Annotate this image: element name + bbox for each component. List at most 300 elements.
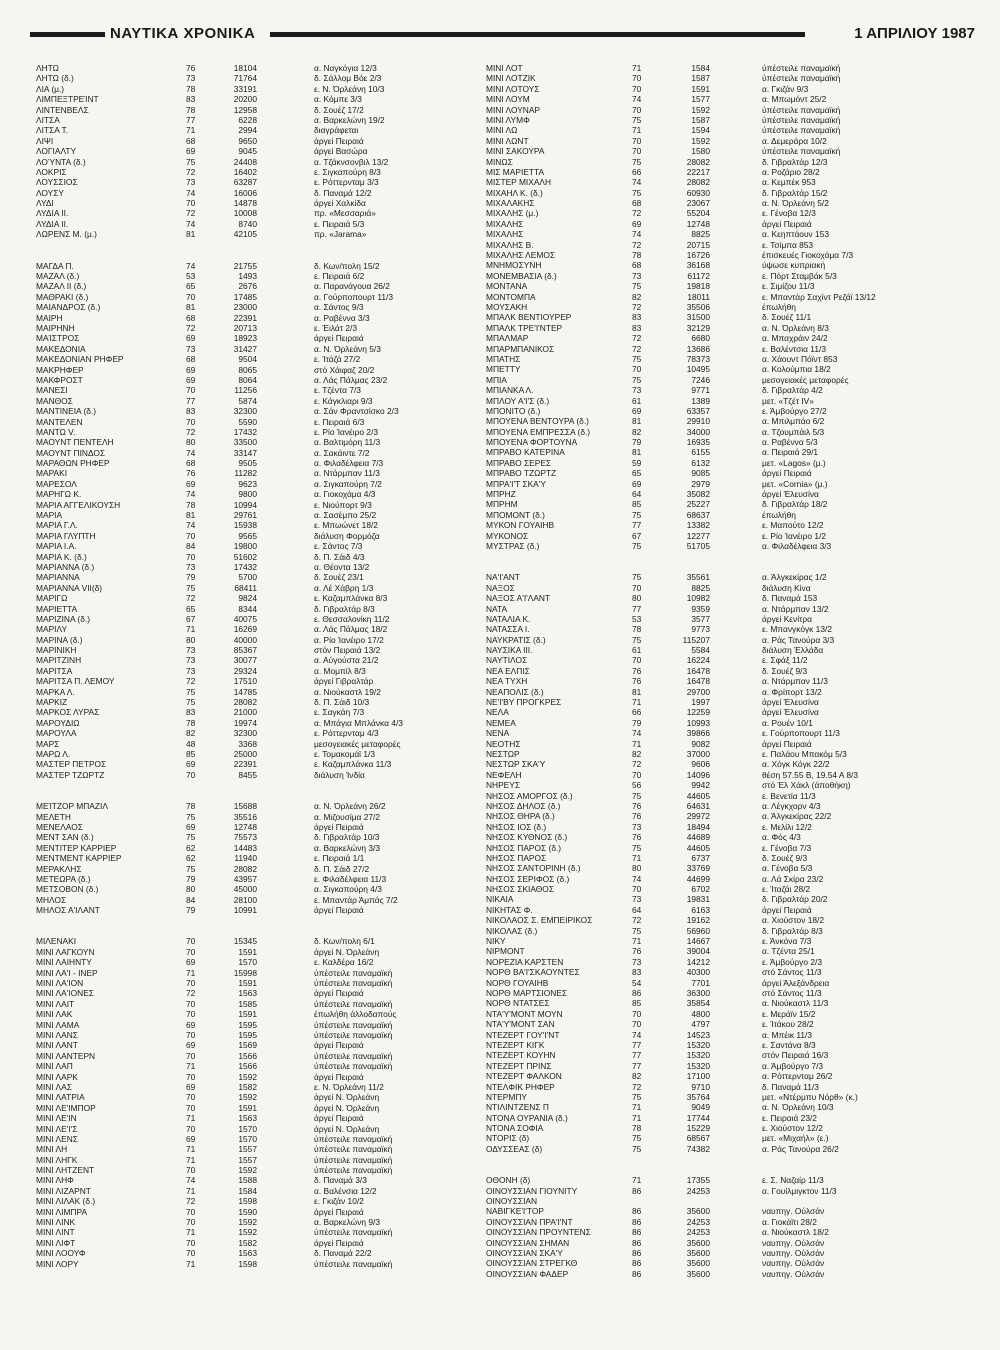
ship-status: άργεί Πειραιά bbox=[314, 1206, 364, 1217]
tonnage: 44605 bbox=[686, 790, 710, 801]
listing-block bbox=[486, 1175, 966, 1279]
ship-status: πρ. «Μεσσαριά» bbox=[314, 208, 376, 219]
ship-row bbox=[486, 281, 966, 291]
ship-row bbox=[486, 770, 966, 780]
ship-name: ΜΙΝΙ ΛΙΖΑΡΝΤ bbox=[36, 1185, 91, 1196]
ship-name: ΝΑΥΤΙΛΟΣ bbox=[486, 655, 528, 666]
build-year: 68 bbox=[186, 458, 196, 469]
ship-row bbox=[36, 437, 456, 447]
build-year: 71 bbox=[186, 125, 196, 136]
ship-name: ΝΗΣΟΣ ΣΚΙΑΘΟΣ bbox=[486, 884, 554, 895]
build-year: 85 bbox=[632, 998, 642, 1009]
build-year: 74 bbox=[632, 1029, 642, 1040]
build-year: 75 bbox=[632, 187, 642, 198]
build-year: 75 bbox=[632, 634, 642, 645]
ship-status: δ. Σουέζ 9/3 bbox=[762, 852, 808, 863]
build-year: 73 bbox=[186, 73, 196, 84]
ship-row bbox=[36, 635, 456, 645]
build-year: 76 bbox=[186, 63, 196, 73]
build-year: 70 bbox=[632, 146, 642, 157]
ship-status: α. Σιγκαπούρη 7/2 bbox=[314, 478, 382, 489]
tonnage: 9650 bbox=[238, 135, 257, 146]
ship-status: α. Μπέικ 11/3 bbox=[762, 1029, 813, 1040]
ship-row bbox=[486, 1258, 966, 1268]
ship-status: ναυπηγ. Ούλσάν bbox=[762, 1247, 825, 1258]
ship-name: ΜΠΟΥΕΝΑ ΦΟΡΤΟΥΝΑ bbox=[486, 437, 578, 448]
tonnage: 6163 bbox=[691, 904, 710, 915]
ship-status: δ. Γιβραλτάρ 12/3 bbox=[762, 156, 828, 167]
build-year: 71 bbox=[632, 697, 642, 708]
ship-name: ΛΙΨΙ bbox=[36, 135, 54, 146]
ship-row bbox=[486, 437, 966, 447]
ship-row bbox=[486, 655, 966, 665]
build-year: 70 bbox=[186, 551, 196, 562]
build-year: 80 bbox=[632, 593, 642, 604]
ship-name: ΝΕΣΤΩΡ ΣΚΑ'Υ bbox=[486, 759, 546, 770]
build-year: 77 bbox=[632, 1050, 642, 1061]
ship-status: α. Σάντος 9/3 bbox=[314, 302, 364, 313]
tonnage: 6680 bbox=[691, 333, 710, 344]
tonnage: 6702 bbox=[691, 884, 710, 895]
build-year: 74 bbox=[186, 260, 196, 271]
ship-status: ε. Σαγκάη 7/3 bbox=[314, 707, 365, 718]
tonnage: 28082 bbox=[233, 863, 257, 874]
ship-name: ΝΗΣΟΣ ΙΟΣ (δ.) bbox=[486, 821, 547, 832]
build-year: 84 bbox=[186, 541, 196, 552]
ship-name: ΜΙΝΙ ΛΑ'ΙΟΝ bbox=[36, 978, 84, 989]
ship-name: ΜΑΡΙΑ Κ. (δ.) bbox=[36, 551, 87, 562]
ship-status: α. Νιούκαστλ 18/2 bbox=[762, 1227, 829, 1238]
tonnage: 31427 bbox=[233, 343, 257, 354]
ship-row bbox=[36, 520, 456, 530]
tonnage: 13382 bbox=[686, 520, 710, 531]
ship-status: α. Βαλτιμόρη 11/3 bbox=[314, 437, 381, 448]
ship-row bbox=[486, 105, 966, 115]
ship-row bbox=[36, 146, 456, 156]
build-year: 53 bbox=[632, 613, 642, 624]
ship-name: ΜΙΝΙ ΛΑΝΣ bbox=[36, 1029, 78, 1040]
tonnage: 20200 bbox=[233, 94, 257, 105]
listing-block bbox=[486, 63, 966, 551]
build-year: 71 bbox=[186, 1258, 196, 1269]
build-year: 79 bbox=[186, 873, 196, 884]
ship-row bbox=[36, 655, 456, 665]
ship-status: ε. Πόρτ Σταμβάκ 5/3 bbox=[762, 270, 837, 281]
ship-status: α. Κόμπε 3/3 bbox=[314, 94, 362, 105]
ship-name: ΛΟΚΡΙΣ bbox=[36, 166, 67, 177]
ship-status: δ. Π. Σάιδ 4/3 bbox=[314, 551, 365, 562]
build-year: 72 bbox=[186, 166, 196, 177]
build-year: 86 bbox=[632, 1216, 642, 1227]
ship-row bbox=[36, 1207, 456, 1217]
listing-column-left bbox=[36, 63, 456, 1269]
ship-name: ΜΙΝΙ ΛΙΛΑΚ (δ.) bbox=[36, 1196, 96, 1207]
ship-name: ΜΑΡΕΣΟΛ bbox=[36, 478, 77, 489]
ship-status: α. Φός 4/3 bbox=[762, 832, 801, 843]
ship-name: ΝΕΜΕΑ bbox=[486, 717, 516, 728]
tonnage: 16269 bbox=[233, 624, 257, 635]
ship-row bbox=[486, 728, 966, 738]
build-year: 70 bbox=[186, 1165, 196, 1176]
build-year: 74 bbox=[186, 1175, 196, 1186]
ship-status: άργεί Ν. Όρλεάνη bbox=[314, 1123, 380, 1134]
ship-name: ΟΙΝΟΥΣΣΙΑΝ ΣΤΡΕΓΚΘ bbox=[486, 1258, 578, 1269]
ship-status: α. Άμβούργο 7/3 bbox=[762, 1060, 824, 1071]
ship-row bbox=[486, 967, 966, 977]
ship-row bbox=[486, 84, 966, 94]
ship-status: δ. Π. Σάιδ 27/2 bbox=[314, 863, 370, 874]
build-year: 74 bbox=[186, 187, 196, 198]
ship-status: α. Τζέντα 25/1 bbox=[762, 946, 815, 957]
ship-name: ΜΑΙΡΗ bbox=[36, 312, 63, 323]
ship-row bbox=[486, 1133, 966, 1143]
ship-row bbox=[486, 1071, 966, 1081]
ship-status: ε. Καζαμπλάνκα 11/3 bbox=[314, 759, 392, 770]
tonnage: 17100 bbox=[686, 1071, 710, 1082]
build-year: 81 bbox=[186, 510, 196, 521]
ship-name: ΜΑΡΙΤΣΑ bbox=[36, 665, 73, 676]
build-year: 69 bbox=[632, 405, 642, 416]
build-year: 72 bbox=[632, 759, 642, 770]
ship-status: α. Λά Σκίρα 23/2 bbox=[762, 873, 824, 884]
ship-name: ΜΙΝΙ ΛΥΜΦ bbox=[486, 114, 530, 125]
ship-status: ύπέστειλε παναμαϊκή bbox=[314, 1061, 393, 1072]
ship-status: άργεί Γιβραλτάρ bbox=[314, 676, 374, 687]
build-year: 68 bbox=[186, 312, 196, 323]
ship-name: ΜΠΑΡΜΠΑΝΙΚΟΣ bbox=[486, 343, 555, 354]
ship-name: ΝΟΡΘ ΜΑΡΤΣΙΟΝΕΣ bbox=[486, 987, 568, 998]
ship-row bbox=[486, 822, 966, 832]
ship-status: α. Βαρκελώνη 3/3 bbox=[314, 842, 381, 853]
build-year: 71 bbox=[186, 1061, 196, 1072]
ship-status: άργεί Πειραιά bbox=[762, 218, 812, 229]
ship-row bbox=[486, 260, 966, 270]
ship-row bbox=[36, 1186, 456, 1196]
ship-status: ναυπηγ. Ούλσάν bbox=[762, 1268, 825, 1279]
ship-row bbox=[36, 489, 456, 499]
build-year: 75 bbox=[632, 353, 642, 364]
tonnage: 17432 bbox=[233, 426, 257, 437]
tonnage: 17744 bbox=[686, 1112, 710, 1123]
ship-row bbox=[36, 978, 456, 988]
build-year: 76 bbox=[632, 676, 642, 687]
ship-row bbox=[36, 749, 456, 759]
build-year: 70 bbox=[186, 530, 196, 541]
ship-status: ε. Άνκόνα 7/3 bbox=[762, 936, 812, 947]
tonnage: 8740 bbox=[238, 218, 257, 229]
ship-status: άργεί Πειραιά bbox=[762, 468, 812, 479]
tonnage: 63357 bbox=[686, 405, 710, 416]
ship-row bbox=[486, 344, 966, 354]
ship-status: άργεί Έλευσίνα bbox=[762, 489, 819, 500]
ship-status: άργεί Πειραιά bbox=[762, 738, 812, 749]
ship-name: ΜΑΡΑΚΙ bbox=[36, 468, 68, 479]
ship-row bbox=[486, 1248, 966, 1258]
build-year: 75 bbox=[186, 811, 196, 822]
ship-name: ΜΑΡΚΙΖ bbox=[36, 697, 68, 708]
tonnage: 11256 bbox=[234, 385, 257, 396]
build-year: 59 bbox=[632, 457, 642, 468]
tonnage: 1577 bbox=[691, 94, 710, 105]
tonnage: 9085 bbox=[691, 468, 710, 479]
tonnage: 1557 bbox=[238, 1154, 257, 1165]
build-year: 72 bbox=[186, 988, 196, 999]
ship-name: ΝΗΣΟΣ ΘΗΡΑ (δ.) bbox=[486, 811, 555, 822]
ship-row bbox=[486, 1102, 966, 1112]
tonnage: 32129 bbox=[686, 322, 710, 333]
build-year: 67 bbox=[186, 613, 196, 624]
tonnage: 21000 bbox=[233, 707, 257, 718]
build-year: 81 bbox=[632, 416, 642, 427]
build-year: 48 bbox=[186, 738, 196, 749]
tonnage: 63287 bbox=[233, 177, 257, 188]
ship-status: α. Σιγκαπούρη 4/3 bbox=[314, 884, 382, 895]
ship-row bbox=[486, 447, 966, 457]
tonnage: 6132 bbox=[691, 457, 710, 468]
tonnage: 9045 bbox=[238, 146, 257, 157]
ship-name: ΝΑΤΑΣΣΑ Ι. bbox=[486, 624, 530, 635]
ship-row bbox=[486, 1144, 966, 1154]
ship-row bbox=[486, 946, 966, 956]
build-year: 70 bbox=[632, 884, 642, 895]
ship-status: α. Ν. Όρλεάνη 10/3 bbox=[762, 1102, 834, 1113]
ship-status: α. Ραβέννα 3/3 bbox=[314, 312, 370, 323]
ship-name: ΜΟΝΤΑΝΑ bbox=[486, 281, 528, 292]
ship-name: ΜΙΝΙ ΛΕ'ΙΜΠΟΡ bbox=[36, 1102, 96, 1113]
ship-status: α. Ραβέννα 5/3 bbox=[762, 437, 818, 448]
ship-status: ε. Μεράϊν 15/2 bbox=[762, 1008, 816, 1019]
build-year: 75 bbox=[632, 281, 642, 292]
ship-status: άργεί Ν. Όρλεάνη bbox=[314, 1102, 380, 1113]
ship-status: δ. Παναμά 153 bbox=[762, 593, 818, 604]
build-year: 76 bbox=[632, 665, 642, 676]
build-year: 82 bbox=[632, 426, 642, 437]
ship-row bbox=[36, 1217, 456, 1227]
ship-row bbox=[36, 396, 456, 406]
ship-status: ε. Χιούστον 12/2 bbox=[762, 1123, 823, 1134]
ship-row bbox=[36, 697, 456, 707]
tonnage: 1591 bbox=[238, 1102, 257, 1113]
ship-name: ΝΗΡΕΥΣ bbox=[486, 780, 521, 791]
ship-row bbox=[486, 531, 966, 541]
ship-status: δ. Σουέζ 9/3 bbox=[762, 665, 808, 676]
ship-row bbox=[486, 604, 966, 614]
ship-row bbox=[486, 364, 966, 374]
tonnage: 28082 bbox=[686, 156, 710, 167]
ship-status: α. Γιοκοχάμα 4/3 bbox=[314, 489, 376, 500]
tonnage: 28082 bbox=[686, 177, 710, 188]
tonnage: 115207 bbox=[682, 634, 710, 645]
tonnage: 1590 bbox=[238, 1206, 257, 1217]
ship-row bbox=[486, 697, 966, 707]
ship-status: α. Ν. Όρλεάνη 5/2 bbox=[762, 198, 829, 209]
ship-status: μετ. «Ντέρμπυ Νόρθ» (κ.) bbox=[762, 1091, 858, 1102]
build-year: 86 bbox=[632, 987, 642, 998]
ship-row bbox=[486, 1175, 966, 1185]
ship-name: ΛΥΔΙΑ ΙΙ. bbox=[36, 218, 69, 229]
build-year: 70 bbox=[632, 135, 642, 146]
ship-row bbox=[486, 811, 966, 821]
ship-status: δ. Σουέζ 11/1 bbox=[762, 312, 812, 323]
ship-name: ΜΕΊΤΖΟΡ ΜΠΑΖΙΛ bbox=[36, 801, 108, 812]
ship-name: ΛΗΤΩ bbox=[36, 63, 59, 73]
tonnage: 4800 bbox=[691, 1008, 710, 1019]
ship-status: α. Άλγκεκίρας 1/2 bbox=[762, 572, 827, 583]
build-year: 68 bbox=[186, 135, 196, 146]
tonnage: 1592 bbox=[238, 1227, 257, 1238]
ship-row bbox=[36, 1227, 456, 1237]
ship-status: δ. Γιβραλτάρ 8/3 bbox=[762, 925, 823, 936]
build-year: 86 bbox=[632, 1206, 642, 1217]
ship-status: α. Γούρποπουρτ 11/3 bbox=[314, 291, 394, 302]
tonnage: 5874 bbox=[238, 395, 257, 406]
ship-name: ΜΙΝΙ ΛΗΦ bbox=[36, 1175, 74, 1186]
build-year: 75 bbox=[632, 842, 642, 853]
ship-row bbox=[486, 1040, 966, 1050]
publication-title: ΝΑΥΤΙΚΑ ΧΡΟΝΙΚΑ bbox=[110, 25, 256, 42]
build-year: 65 bbox=[186, 603, 196, 614]
tonnage: 8455 bbox=[238, 769, 257, 780]
ship-name: ΝΙΚΥ bbox=[486, 936, 506, 947]
ship-row bbox=[486, 791, 966, 801]
tonnage: 51705 bbox=[686, 540, 710, 551]
ship-status: α. Νιούκαστλ 19/2 bbox=[314, 686, 381, 697]
ship-name: ΝΙΚΟΛΑΣ (δ.) bbox=[486, 925, 538, 936]
tonnage: 1587 bbox=[691, 114, 710, 125]
ship-status: ε. Τομακομάϊ 1/3 bbox=[314, 749, 375, 759]
ship-name: ΜΕΝΤ ΣΑΝ (δ.) bbox=[36, 832, 94, 843]
build-year: 53 bbox=[186, 271, 196, 282]
ship-row bbox=[36, 427, 456, 437]
tonnage: 15320 bbox=[686, 1050, 710, 1061]
ship-row bbox=[486, 1196, 966, 1206]
ship-row bbox=[36, 1113, 456, 1123]
ship-name: ΜΥΣΤΡΑΣ (δ.) bbox=[486, 540, 540, 551]
header-rule-left bbox=[30, 32, 105, 37]
ship-name: ΜΙΝΙ ΛΑΚ bbox=[36, 1009, 73, 1020]
tonnage: 8065 bbox=[238, 364, 257, 375]
ship-row bbox=[486, 759, 966, 769]
build-year: 79 bbox=[186, 572, 196, 583]
ship-name: ΜΙΝΙ ΣΑΚΟΥΡΑ bbox=[486, 146, 545, 157]
ship-status: στόν Πειραιά 16/3 bbox=[762, 1050, 829, 1061]
ship-status: δ. Γιβραλτάρ 10/3 bbox=[314, 832, 380, 843]
build-year: 70 bbox=[186, 416, 196, 427]
tonnage: 6228 bbox=[238, 114, 257, 125]
build-year: 69 bbox=[186, 364, 196, 375]
ship-row bbox=[36, 666, 456, 676]
ship-status: πρ. «Jarama» bbox=[314, 229, 367, 240]
ship-status: ε. Μπανγκόγκ 13/2 bbox=[762, 624, 832, 635]
build-year: 71 bbox=[186, 624, 196, 635]
ship-name: ΝΤΕΖΕΡΤ ΠΡΙΝΣ bbox=[486, 1060, 552, 1071]
build-year: 62 bbox=[186, 853, 196, 864]
ship-row bbox=[36, 1092, 456, 1102]
build-year: 72 bbox=[632, 301, 642, 312]
ship-row bbox=[486, 427, 966, 437]
ship-row bbox=[486, 240, 966, 250]
build-year: 73 bbox=[632, 821, 642, 832]
build-year: 73 bbox=[186, 645, 196, 656]
ship-row bbox=[36, 604, 456, 614]
tonnage: 14212 bbox=[686, 956, 710, 967]
build-year: 84 bbox=[186, 894, 196, 905]
build-year: 70 bbox=[186, 1092, 196, 1103]
ship-row bbox=[486, 1217, 966, 1227]
build-year: 83 bbox=[632, 322, 642, 333]
ship-name: ΜΙΝΙ ΛΩΝΤ bbox=[486, 135, 529, 146]
build-year: 71 bbox=[186, 1185, 196, 1196]
build-year: 75 bbox=[632, 156, 642, 167]
ship-name: ΜΑΡΙΤΣΑ Π. ΛΕΜΟΥ bbox=[36, 676, 115, 687]
ship-name: ΟΘΟΝΗ (δ) bbox=[486, 1175, 531, 1186]
ship-status: α. Τζουμπάιλ 5/3 bbox=[762, 426, 825, 437]
tonnage: 33147 bbox=[233, 447, 257, 458]
tonnage: 33500 bbox=[233, 437, 257, 448]
build-year: 75 bbox=[632, 572, 642, 583]
tonnage: 9359 bbox=[691, 603, 710, 614]
ship-name: ΜΠΡΑΒΟ ΣΕΡΕΣ bbox=[486, 457, 552, 468]
ship-row bbox=[486, 707, 966, 717]
build-year: 79 bbox=[632, 717, 642, 728]
tonnage: 10982 bbox=[686, 593, 710, 604]
ship-name: ΜΕΤΣΟΒΟΝ (δ.) bbox=[36, 884, 99, 895]
ship-status: διαγράφεται bbox=[314, 125, 359, 136]
build-year: 70 bbox=[632, 582, 642, 593]
ship-name: ΜΙΛΕΝΑΚΙ bbox=[36, 936, 77, 947]
ship-row bbox=[486, 624, 966, 634]
ship-name: ΜΙΧΑΛΗΣ ΛΕΜΟΣ bbox=[486, 250, 556, 261]
ship-name: ΝΕ'Ι'ΒΥ ΠΡΟΓΚΡΕΣ bbox=[486, 697, 562, 708]
ship-status: ε. Μπαντάρ Σαχίντ Ρεζάϊ 13/12 bbox=[762, 291, 876, 302]
build-year: 70 bbox=[186, 1050, 196, 1061]
build-year: 86 bbox=[632, 1185, 642, 1196]
ship-name: ΝΙΚΑΙΑ bbox=[486, 894, 514, 905]
tonnage: 2979 bbox=[691, 478, 710, 489]
ship-row bbox=[36, 323, 456, 333]
build-year: 83 bbox=[186, 406, 196, 417]
ship-row bbox=[36, 406, 456, 416]
tonnage: 1598 bbox=[238, 1258, 257, 1269]
ship-name: ΜΙΣ ΜΑΡΙΕΤΤΑ bbox=[486, 166, 545, 177]
tonnage: 1592 bbox=[238, 1217, 257, 1228]
tonnage: 1591 bbox=[238, 946, 257, 957]
tonnage: 40300 bbox=[686, 967, 710, 978]
ship-name: ΜΙΝΙ ΛΑΣ bbox=[36, 1081, 72, 1092]
ship-name: ΜΙΝΙ ΛΟΤΖΙΚ bbox=[486, 73, 536, 84]
tonnage: 4797 bbox=[691, 1019, 710, 1030]
build-year: 72 bbox=[186, 322, 196, 333]
ship-status: α. Ν. Όρλεάνη 5/3 bbox=[314, 343, 381, 354]
tonnage: 10495 bbox=[686, 364, 710, 375]
ship-name: ΜΑΚΕΔΟΝΙΑΝ ΡΗΦΕΡ bbox=[36, 354, 124, 365]
ship-status: ε. Φιλαδέλφεια 11/3 bbox=[314, 873, 387, 884]
build-year: 70 bbox=[186, 1102, 196, 1113]
listing-block bbox=[36, 261, 456, 781]
ship-status: άργεί Άλεξάνδρεια bbox=[762, 977, 830, 988]
ship-status: ύπέστειλε παναμαϊκή bbox=[762, 125, 841, 136]
ship-row bbox=[486, 915, 966, 925]
ship-name: ΛΙΤΣΑ Τ. bbox=[36, 125, 69, 136]
ship-status: διάλυση Φορμόζα bbox=[314, 530, 380, 541]
build-year: 73 bbox=[632, 894, 642, 905]
tonnage: 9049 bbox=[691, 1102, 710, 1113]
build-year: 71 bbox=[186, 1144, 196, 1155]
build-year: 75 bbox=[186, 832, 196, 843]
tonnage: 34000 bbox=[686, 426, 710, 437]
build-year: 70 bbox=[632, 83, 642, 94]
ship-name: ΛΙΤΣΑ bbox=[36, 114, 60, 125]
